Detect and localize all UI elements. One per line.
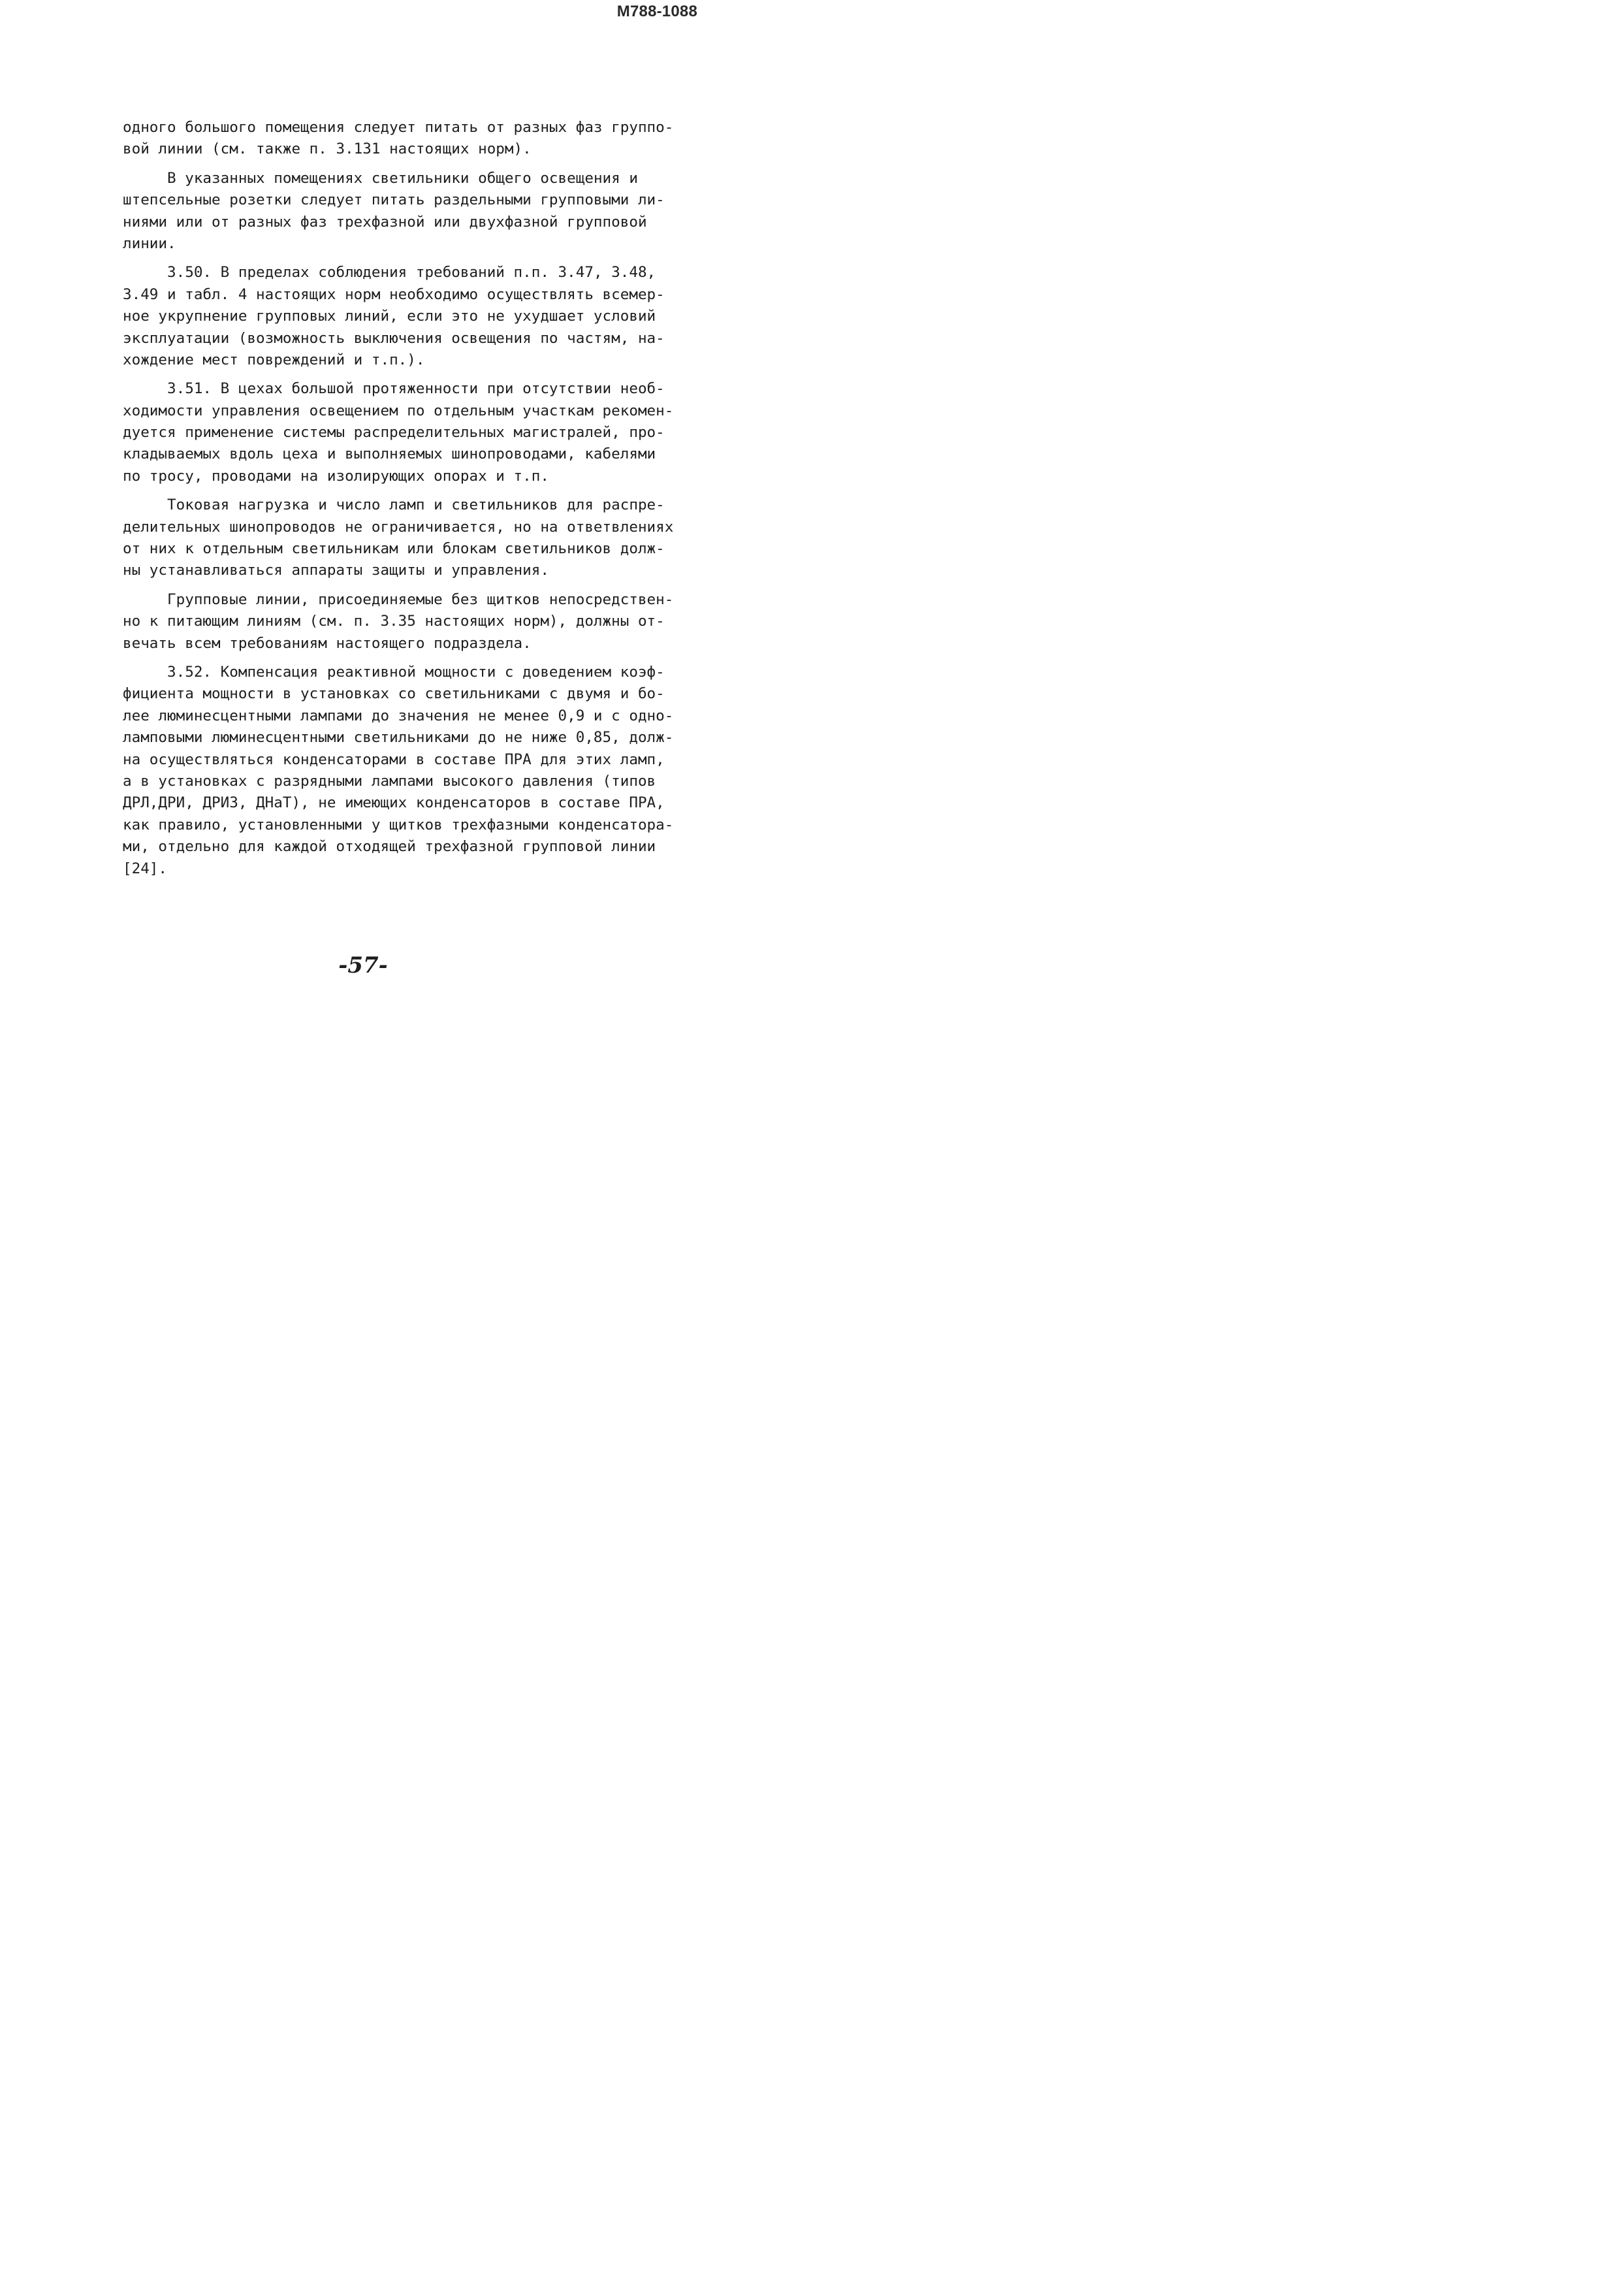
first-line-indent	[123, 591, 167, 608]
paragraph	[123, 168, 684, 255]
text-line	[123, 705, 684, 727]
line-text: ламповыми люминесцентными светильниками до не ниже 0,85, долж-	[123, 729, 674, 747]
line-text: ниями или от разных фаз трехфазной или двухфазной групповой	[123, 213, 647, 231]
line-text: ДРЛ,ДРИ, ДРИЗ, ДНаТ), не имеющих конденсаторов в составе ПРА,	[123, 794, 665, 812]
line-text: ное укрупнение групповых линий, если это не ухудшает условий	[123, 308, 656, 325]
text-line	[123, 749, 684, 771]
line-text: ны устанавливаться аппараты защиты и управления.	[123, 562, 549, 579]
text-line	[123, 727, 684, 749]
text-line	[123, 815, 684, 836]
line-text: ми, отдельно для каждой отходящей трехфазной групповой линии	[123, 838, 656, 856]
line-text: кладываемых вдоль цеха и выполняемых шинопроводами, кабелями	[123, 445, 656, 463]
line-text: дуется применение системы распределительных магистралей, про-	[123, 424, 665, 442]
text-line	[123, 306, 684, 327]
text-line	[123, 792, 684, 814]
text-line	[123, 683, 684, 705]
line-text: вечать всем требованиям настоящего подраздела.	[123, 634, 532, 652]
text-line	[123, 349, 684, 371]
text-line	[123, 138, 684, 160]
text-line	[123, 212, 684, 233]
first-line-indent	[123, 380, 167, 397]
line-text: 3.49 и табл. 4 настоящих норм необходимо осуществлять всемер-	[123, 285, 665, 303]
text-line	[123, 422, 684, 444]
line-text: вой линии (см. также п. 3.131 настоящих норм).	[123, 140, 532, 158]
line-text: а в установках с разрядными лампами высокого давления (типов	[123, 772, 656, 790]
line-text: 3.51. В цехах большой протяженности при отсутствии необ-	[167, 380, 665, 398]
text-line	[123, 858, 684, 880]
line-text: делительных шинопроводов не ограничивается, но на ответвлениях	[123, 518, 674, 536]
line-text: Групповые линии, присоединяемые без щитков непосредствен-	[167, 590, 674, 608]
first-line-indent	[123, 496, 167, 513]
text-line	[123, 662, 684, 683]
line-text: 3.52. Компенсация реактивной мощности с доведением коэф-	[167, 663, 665, 681]
line-text: фициента мощности в установках со светильниками с двумя и бо-	[123, 685, 665, 703]
text-line	[123, 771, 684, 792]
paragraph	[123, 262, 684, 371]
text-line	[123, 117, 684, 138]
text-line	[123, 168, 684, 189]
first-line-indent	[123, 170, 167, 187]
text-line	[123, 538, 684, 560]
text-line	[123, 836, 684, 858]
text-line	[123, 444, 684, 465]
line-text: ходимости управления освещением по отдельным участкам рекомен-	[123, 402, 674, 419]
text-line	[123, 378, 684, 400]
text-line	[123, 284, 684, 306]
paragraph	[123, 117, 684, 161]
text-line	[123, 262, 684, 283]
line-text: 3.50. В пределах соблюдения требований п.п. 3.47, 3.48,	[167, 264, 656, 282]
document-code: М788-1088	[616, 3, 697, 20]
line-text: но к питающим линиям (см. п. 3.35 настоящих норм), должны от-	[123, 613, 665, 630]
line-text: [24].	[123, 860, 168, 877]
line-text: по тросу, проводами на изолирующих опорах и т.п.	[123, 467, 549, 485]
line-text: на осуществляться конденсаторами в составе ПРА для этих ламп,	[123, 751, 665, 768]
text-line	[123, 560, 684, 581]
line-text: одного большого помещения следует питать от разных фаз группо-	[123, 119, 674, 136]
text-line	[123, 189, 684, 211]
line-text: Токовая нагрузка и число ламп и светильников для распре-	[167, 496, 665, 514]
page-number: -57-	[338, 952, 388, 978]
text-line	[123, 589, 684, 611]
text-line	[123, 633, 684, 654]
text-line	[123, 400, 684, 422]
line-text: штепсельные розетки следует питать раздельными групповыми ли-	[123, 191, 665, 209]
paragraph	[123, 662, 684, 880]
text-line	[123, 494, 684, 516]
line-text: от них к отдельным светильникам или блокам светильников долж-	[123, 540, 665, 558]
line-text: хождение мест повреждений и т.п.).	[123, 351, 425, 368]
paragraph	[123, 378, 684, 487]
line-text: В указанных помещениях светильники общего освещения и	[167, 169, 638, 187]
line-text: лее люминесцентными лампами до значения не менее 0,9 и с одно-	[123, 707, 674, 724]
paragraph-gap	[123, 582, 684, 589]
first-line-indent	[123, 664, 167, 681]
paragraph	[123, 494, 684, 582]
text-line	[123, 611, 684, 632]
paragraph-gap	[123, 255, 684, 262]
first-line-indent	[123, 264, 167, 281]
line-text: линии.	[123, 234, 176, 252]
line-text: как правило, установленными у щитков трехфазными конденсатора-	[123, 816, 674, 833]
text-line	[123, 233, 684, 255]
text-line	[123, 466, 684, 487]
text-line	[123, 328, 684, 349]
paragraph-gap	[123, 654, 684, 662]
paragraph-gap	[123, 371, 684, 378]
paragraph	[123, 589, 684, 654]
text-line	[123, 517, 684, 538]
line-text: эксплуатации (возможность выключения освещения по частям, на-	[123, 329, 665, 347]
paragraph-gap	[123, 487, 684, 494]
paragraph-gap	[123, 161, 684, 168]
body-text	[123, 117, 684, 880]
